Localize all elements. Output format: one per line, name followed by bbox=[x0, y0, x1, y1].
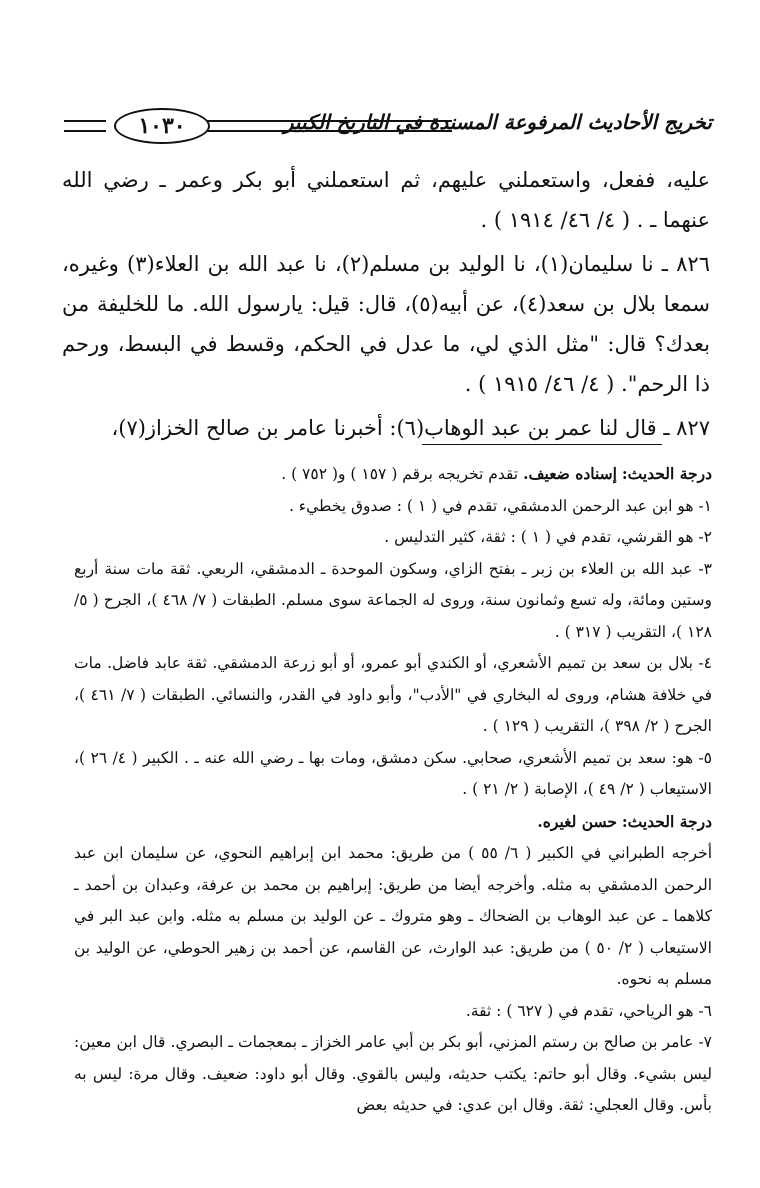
grade-label: درجة الحديث: bbox=[621, 811, 712, 831]
footnote: ٦- هو الرياحي، تقدم في ( ٦٢٧ ) : ثقة. bbox=[465, 1001, 712, 1020]
paragraph: ٨٢٦ ـ نا سليمان(١)، نا الوليد بن مسلم(٢)، نا عبد الله بن العلاء(٣) وغيره، سمعا بلال بن سعد(٤)، عن أبيه(٥)، قال: قيل: يارسول الله. ما للخليفة من بعدك؟ قال: "مثل الذي لي، ما عدل في الحكم، وقسط في البسط، ورحم ذا الرحم". ( ٤/ ٤٦/ ١٩١٥ ) . bbox=[62, 252, 710, 396]
footnote: ٧- عامر بن صالح بن رستم المزني، أبو بكر بن أبي عامر الخزاز ـ بمعجمات ـ البصري. قال ابن معين: ليس بشيء. وقال أبو حاتم: يكتب حديثه، وليس بالقوي. وقال أبو داود: ضعيف. وقال مرة: ليس به بأس. وقال العجلي: ثقة. وقال ابن عدي: في حديثه بعض bbox=[74, 1033, 712, 1114]
takhrij-text: أخرجه الطبراني في الكبير ( ٦/ ٥٥ ) من طريق: محمد ابن إبراهيم النحوي، عن سليمان ابن عبد الرحمن الدمشقي به مثله. وأخرجه أيضا من طريق: إبراهيم بن محمد بن عرفة، وعبدان بن أحمد ـ كلاهما ـ عن عبد الوهاب بن الضحاك ـ وهو متروك ـ عن الوليد بن مسلم به مثله. وابن عبد البر في الاستيعاب ( ٢/ ٥٠ ) من طريق: عبد الوارث، عن القاسم، عن أحمد بن زهير الحوطي، عن الوليد بن مسلم به نحوه. bbox=[74, 844, 712, 988]
footnotes bbox=[74, 458, 712, 1122]
page-header bbox=[64, 106, 712, 146]
main-text bbox=[62, 160, 710, 448]
grade-label: درجة الحديث: bbox=[621, 464, 712, 483]
footnote: ٣- عبد الله بن العلاء بن زبر ـ بفتح الزاي، وسكون الموحدة ـ الدمشقي، الربعي. ثقة مات سنة أربع وستين ومائة، وله تسع وثمانون سنة، وروى له الجماعة سوى مسلم. الطبقات ( ٧/ ٤٦٨ )، الجرح ( ٥/ ١٢٨ )، التقريب ( ٣١٧ ) . bbox=[74, 559, 712, 641]
running-title: تخريج الأحاديث المرفوعة المسندة في التاريخ الكبير bbox=[283, 110, 712, 134]
page-number-oval bbox=[114, 108, 210, 144]
footnote-separator bbox=[422, 444, 662, 445]
footnote: ١- هو ابن عبد الرحمن الدمشقي، تقدم في ( ١ ) : صدوق يخطيء . bbox=[288, 496, 712, 515]
grade-value: إسناده ضعيف. bbox=[523, 464, 617, 483]
footnote: ٤- بلال بن سعد بن تميم الأشعري، أو الكندي أبو عمرو، أو أبو زرعة الدمشقي. ثقة عابد فاضل. مات في خلافة هشام، وروى له البخاري في "الأدب"، وأبو داود في القدر، والنسائي. الطبقات ( ٧/ ٤٦١ )، الجرح ( ٢/ ٣٩٨ )، التقريب ( ١٢٩ ) . bbox=[74, 654, 712, 735]
grade-line bbox=[74, 806, 712, 839]
page-number: ١٠٣٠ bbox=[138, 113, 186, 139]
footnote: ٢- هو القرشي، تقدم في ( ١ ) : ثقة، كثير التدليس . bbox=[384, 528, 712, 546]
header-rule-left bbox=[64, 120, 106, 132]
grade-value: حسن لغيره. bbox=[537, 811, 617, 831]
grade-line bbox=[74, 458, 712, 491]
paragraph: ٨٢٧ ـ قال لنا عمر بن عبد الوهاب(٦): أخبرنا عامر بن صالح الخزاز(٧)، bbox=[111, 416, 710, 440]
header-rule bbox=[184, 120, 452, 132]
grade-rest: تقدم تخريجه برقم ( ١٥٧ ) و( ٧٥٢ ) . bbox=[281, 465, 519, 483]
footnote: ٥- هو: سعد بن تميم الأشعري، صحابي. سكن دمشق، ومات بها ـ رضي الله عنه ـ . الكبير ( ٤/ ٢٦ )، الاستيعاب ( ٢/ ٤٩ )، الإصابة ( ٢/ ٢١ ) . bbox=[74, 748, 712, 798]
paragraph: عليه، ففعل، واستعملني عليهم، ثم استعملني أبو بكر وعمر ـ رضي الله عنهما ـ . ( ٤/ ٤٦/ ١٩١٤ ) . bbox=[62, 168, 710, 232]
